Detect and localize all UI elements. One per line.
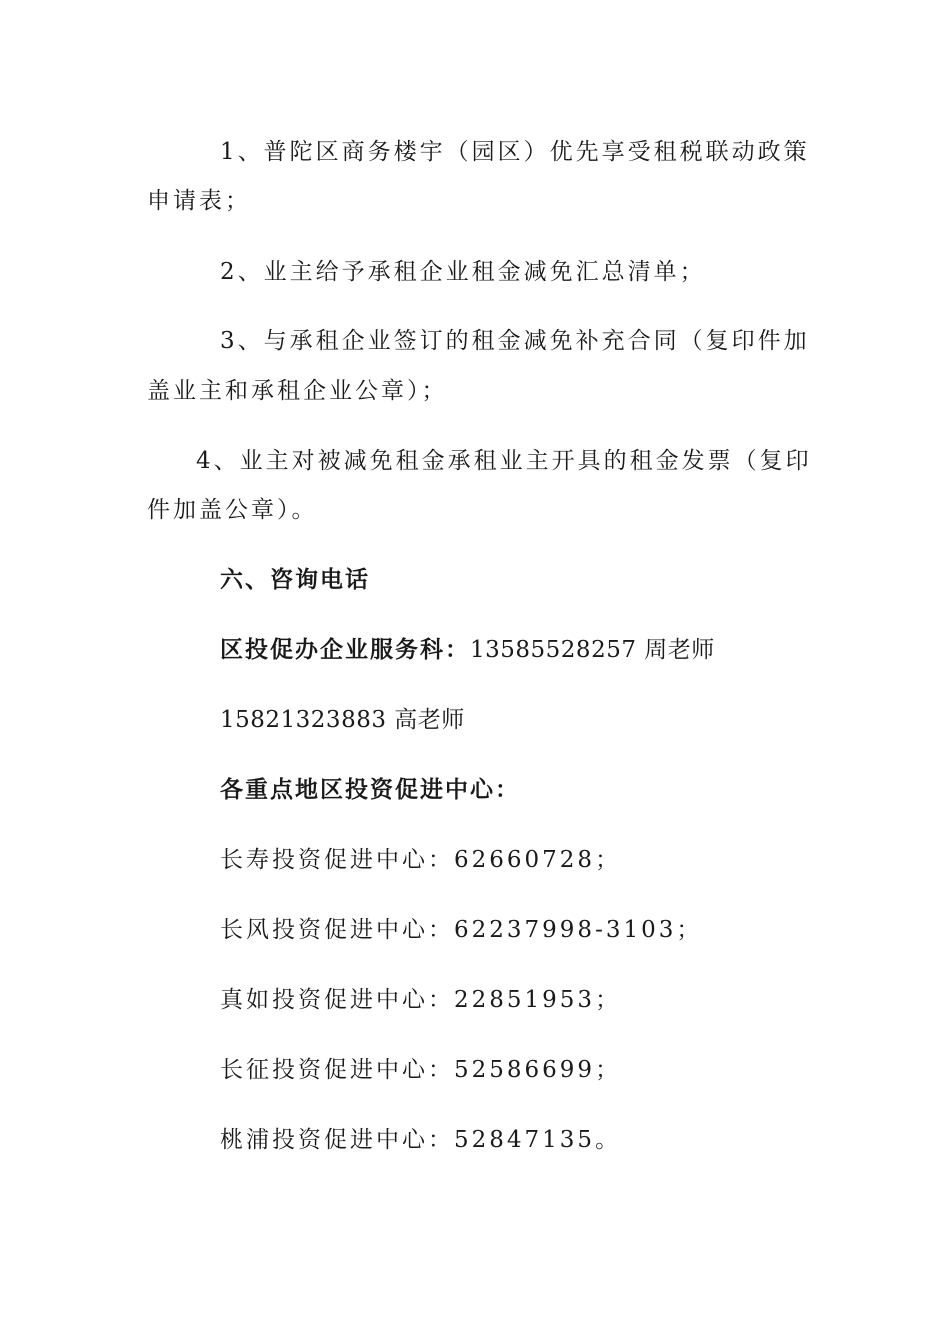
service-phone-2: 15821323883 高老师 (220, 707, 465, 733)
item-1-line-1: 1、普陀区商务楼宇（园区）优先享受租税联动政策 (220, 139, 810, 165)
item-2: 2、业主给予承租企业租金减免汇总清单； (220, 259, 706, 285)
center-changshou: 长寿投资促进中心：62660728； (220, 847, 622, 873)
service-phone-1: 13585528257 周老师 (470, 637, 715, 663)
service-contact-line (220, 635, 810, 665)
section-heading: 六、咨询电话 (220, 566, 370, 593)
item-4-line-2: 件加盖公章）。 (147, 497, 318, 523)
center-taopu: 桃浦投资促进中心：52847135。 (220, 1127, 622, 1153)
center-changzheng: 长征投资促进中心：52586699； (220, 1057, 622, 1083)
center-zhenru: 真如投资促进中心：22851953； (220, 987, 622, 1013)
item-3-line-1: 3、与承租企业签订的租金减免补充合同（复印件加 (220, 328, 810, 354)
service-label: 区投促办企业服务科： (220, 636, 470, 663)
centers-heading: 各重点地区投资促进中心： (220, 776, 520, 803)
item-1-line-2: 申请表； (147, 188, 251, 214)
item-4-line-1: 4、业主对被减免租金承租业主开具的租金发票（复印 (196, 448, 812, 474)
center-changfeng: 长风投资促进中心：62237998-3103； (220, 917, 703, 943)
item-3-line-2: 盖业主和承租企业公章）； (147, 378, 448, 404)
